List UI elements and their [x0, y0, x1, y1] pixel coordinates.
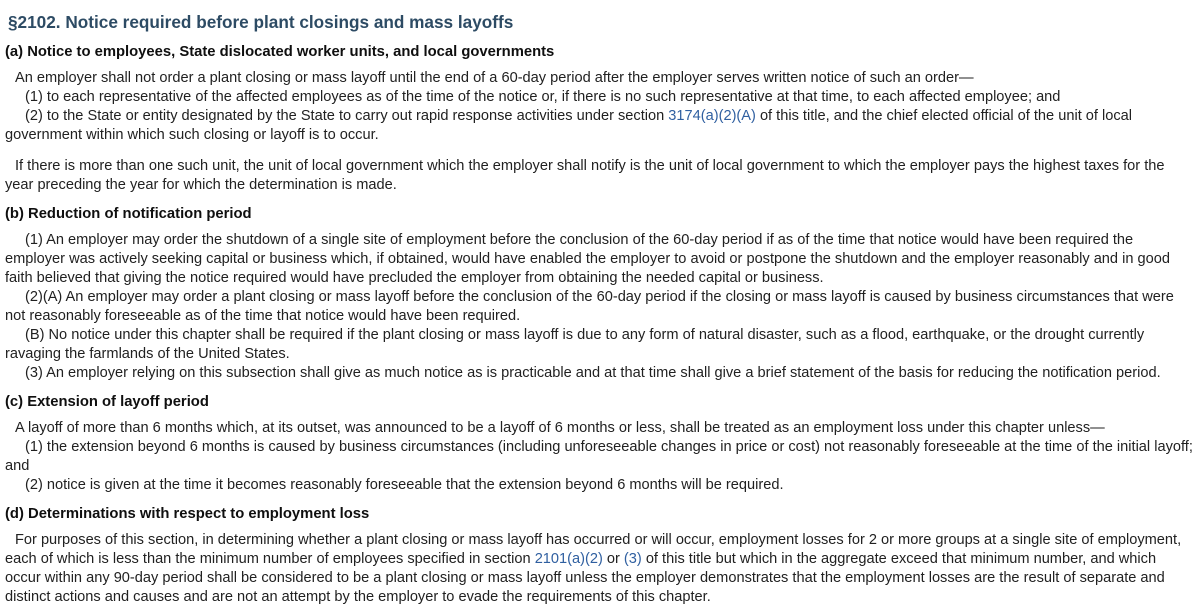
statute-paragraph [5, 288, 1194, 326]
paragraph-text: (1) the extension beyond 6 months is caused by business circumstances (including unforeseeable changes in price or cost) not reasonably foreseeable at the time of the initial layoff; and [5, 438, 1193, 474]
statute-paragraph [5, 157, 1194, 195]
statute-paragraph [5, 438, 1194, 476]
section-reference-link[interactable]: (3) [623, 550, 642, 567]
statute-paragraph [5, 364, 1194, 383]
section-title-text: §2102. Notice required before plant closings and mass layoffs [8, 12, 514, 32]
paragraph-text: of this title but which in the aggregate exceed that minimum number, and which occur within any 90-day period shall be considered to be a plant closing or mass layoff unless the employer demonstrates that the employment losses are the result of separate and distinct actions and causes and are not an attempt by the employer to evade the requirements of this chapter. [5, 550, 1165, 605]
statute-paragraph [5, 419, 1194, 438]
statute-paragraph [5, 326, 1194, 364]
paragraph-text: A layoff of more than 6 months which, at its outset, was announced to be a layoff of 6 months or less, shall be treated as an employment loss under this chapter unless— [15, 419, 1105, 436]
subsection-b-heading: (b) Reduction of notification period [5, 205, 252, 222]
statute-paragraph [5, 88, 1194, 107]
paragraph-text: of this title, and the chief elected official of the unit of local government within which such closing or layoff is to occur. [5, 107, 1133, 143]
paragraph-text: For purposes of this section, in determining whether a plant closing or mass layoff has occurred or will occur, employment losses for 2 or more groups at a single site of employment, each of which is less than the minimum number of employees specified in section [5, 531, 1182, 567]
paragraph-text: (2) to the State or entity designated by the State to carry out rapid response activities under section [25, 107, 669, 124]
subsection-d-heading: (d) Determinations with respect to employment loss [5, 505, 370, 522]
paragraph-text: or [602, 550, 624, 567]
statute-paragraph [5, 69, 1194, 88]
section-reference-link[interactable]: 3174(a)(2)(A) [668, 107, 756, 124]
subsection-a-heading: (a) Notice to employees, State dislocated worker units, and local governments [5, 43, 555, 60]
paragraph-text: (1) to each representative of the affected employees as of the time of the notice or, if there is no such representative at that time, to each affected employee; and [25, 88, 1061, 105]
paragraph-text: If there is more than one such unit, the unit of local government which the employer shall notify is the unit of local government to which the employer pays the highest taxes for the year preceding the year for which the determination is made. [5, 157, 1165, 193]
statute-paragraph [5, 476, 1194, 495]
subsection-c-heading: (c) Extension of layoff period [5, 393, 209, 410]
paragraph-text: (2) notice is given at the time it becomes reasonably foreseeable that the extension beyond 6 months will be required. [25, 476, 784, 493]
paragraph-text: An employer shall not order a plant closing or mass layoff until the end of a 60-day period after the employer serves written notice of such an order— [15, 69, 974, 86]
statute-paragraph [5, 107, 1194, 145]
paragraph-text: (3) An employer relying on this subsection shall give as much notice as is practicable and at that time shall give a brief statement of the basis for reducing the notification period. [25, 364, 1161, 381]
paragraph-text: (B) No notice under this chapter shall be required if the plant closing or mass layoff is due to any form of natural disaster, such as a flood, earthquake, or the drought currently ravaging the farmlands of the United States. [5, 326, 1145, 362]
section-title [8, 12, 1194, 33]
statute-paragraph [5, 531, 1194, 607]
section-reference-link[interactable]: 2101(a)(2) [534, 550, 603, 567]
paragraph-text: (1) An employer may order the shutdown of a single site of employment before the conclusion of the 60-day period if as of the time that notice would have been required the employer was actively seeking capital or business which, if obtained, would have enabled the employer to avoid or postpone the shutdown and the employer reasonably and in good faith believed that giving the notice required would have precluded the employer from obtaining the needed capital or business. [5, 231, 1170, 286]
statute-paragraph [5, 231, 1194, 288]
paragraph-text: (2)(A) An employer may order a plant closing or mass layoff before the conclusion of the 60-day period if the closing or mass layoff is caused by business circumstances that were not reasonably foreseeable as of the time that notice would have been required. [5, 288, 1174, 324]
